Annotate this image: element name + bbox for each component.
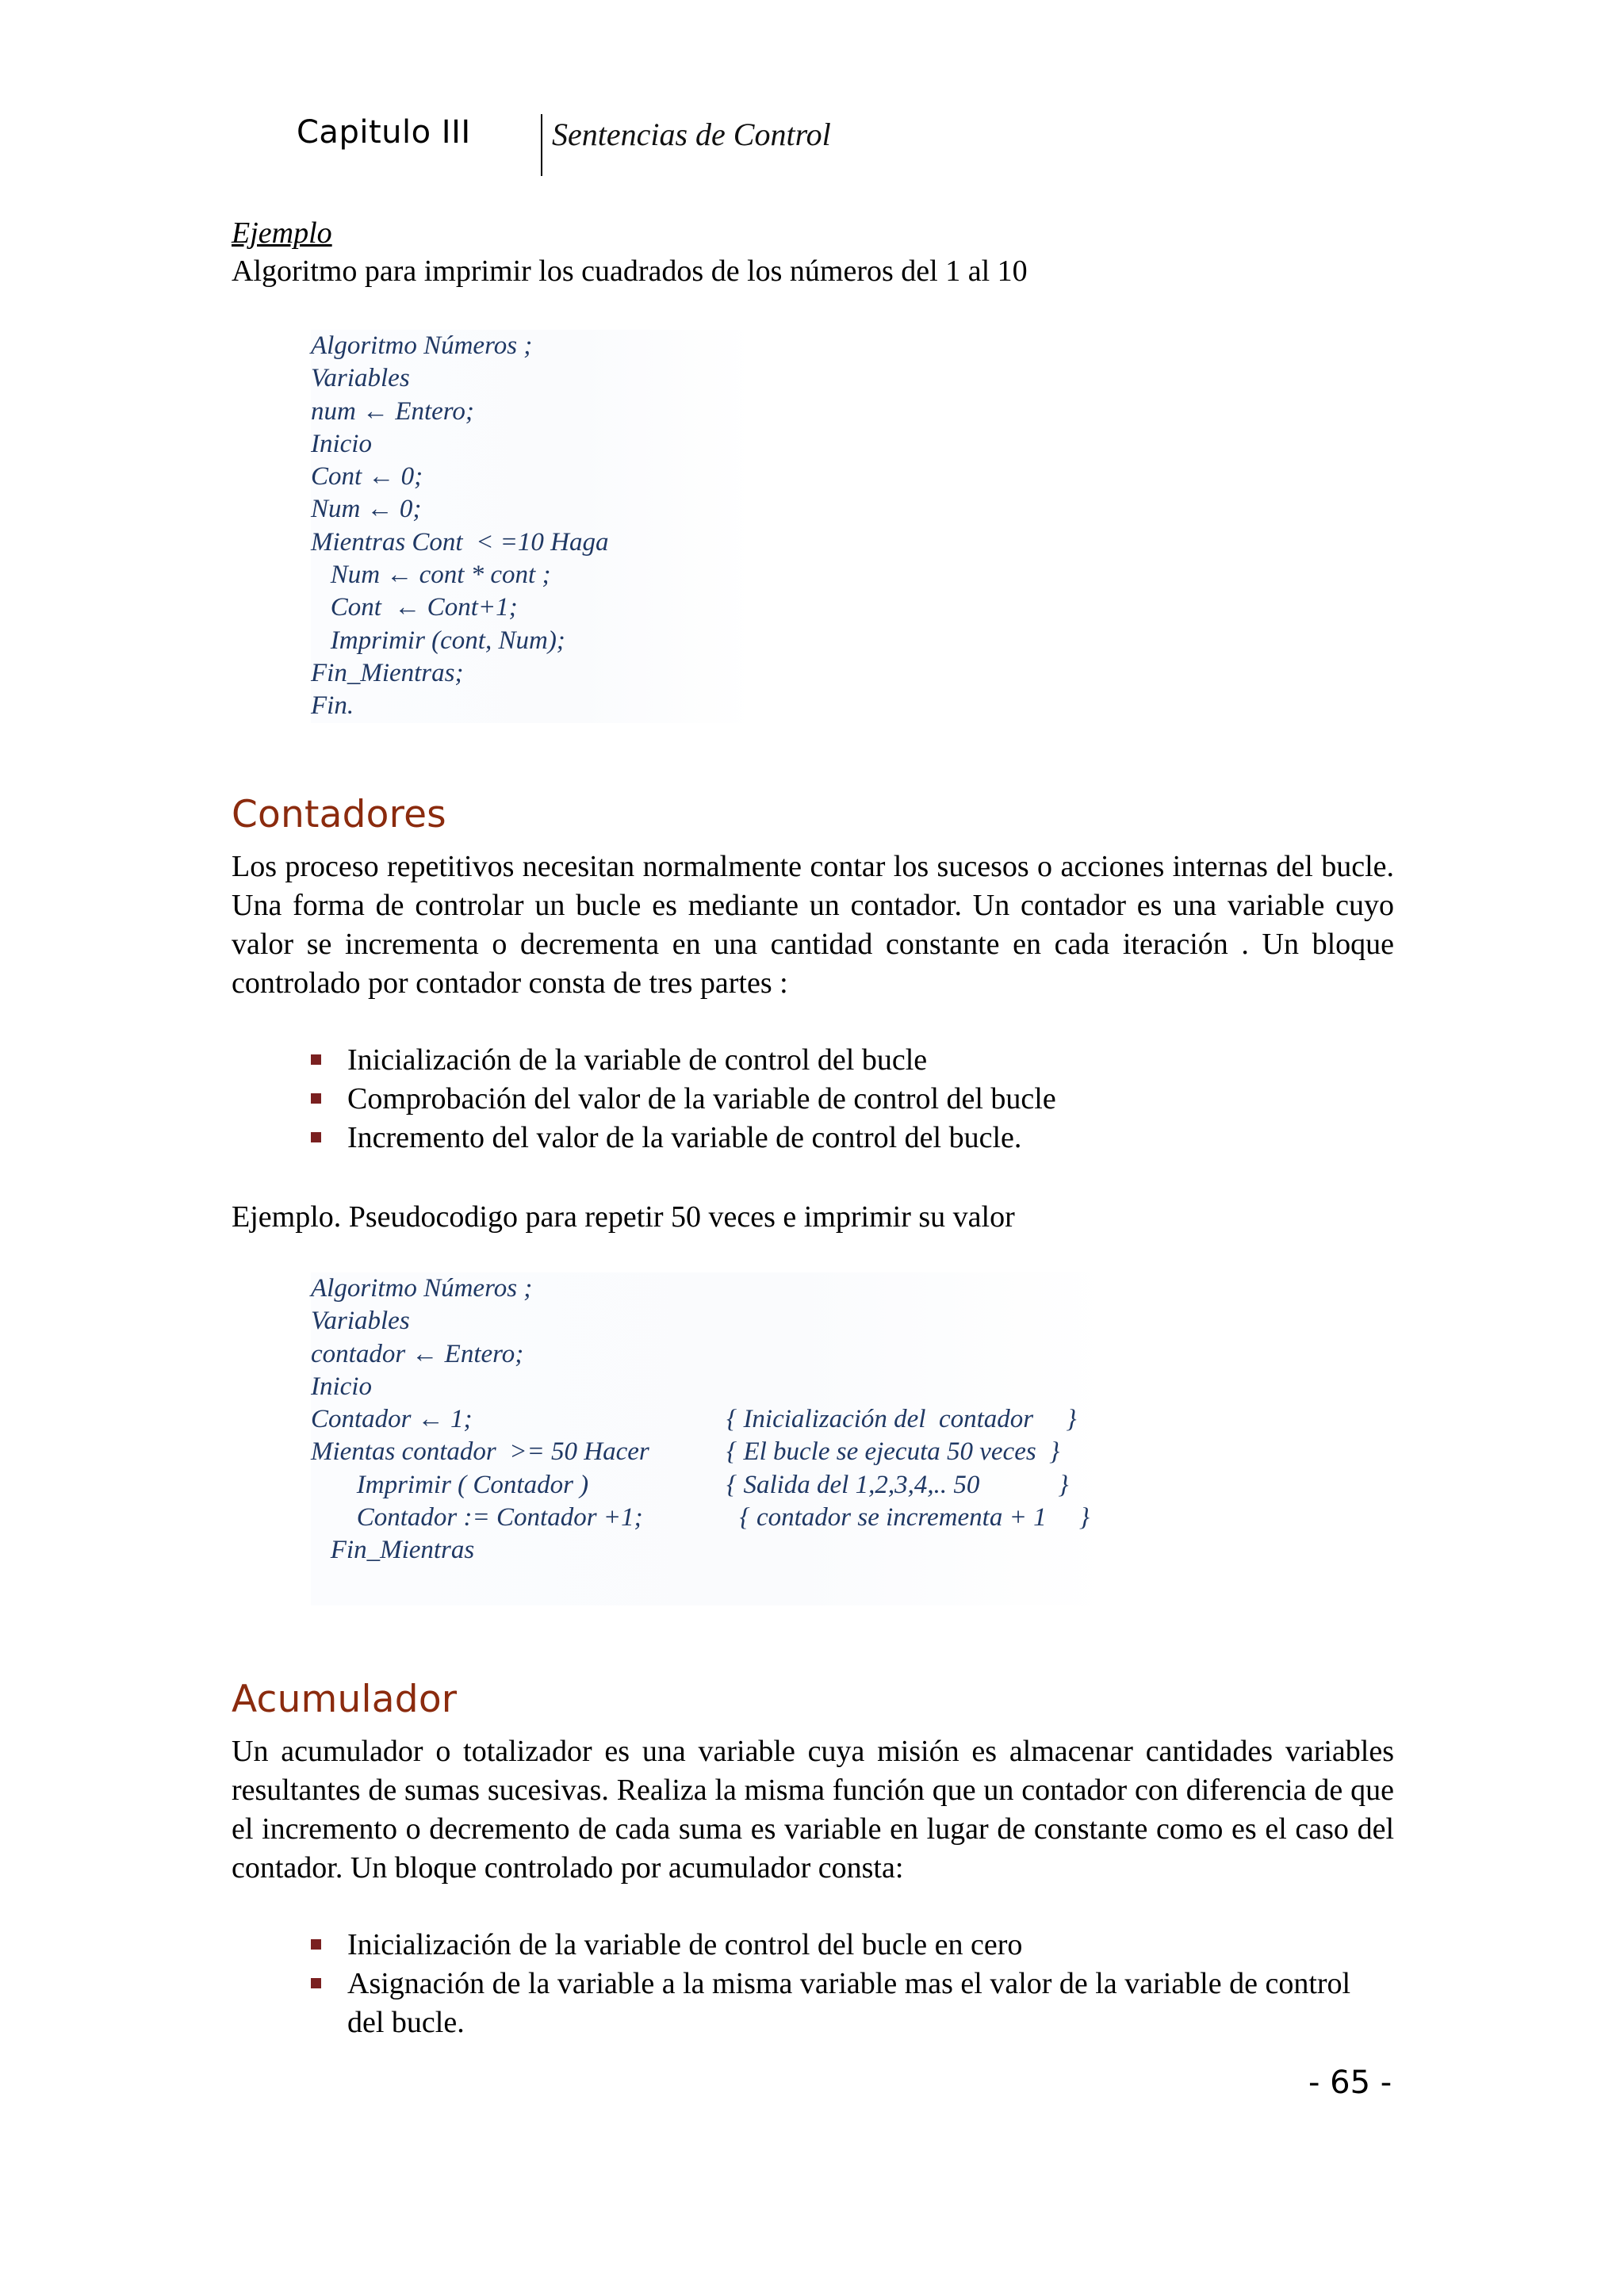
code-line: Mientras Cont < =10 Haga: [311, 527, 609, 557]
pseudocode-block-squares: [311, 330, 755, 723]
square-bullet-icon: [311, 1132, 321, 1142]
square-bullet-icon: [311, 1054, 321, 1065]
code-line: [311, 1305, 1112, 1337]
code-line: [311, 1469, 1112, 1502]
code-line: [311, 1403, 1112, 1436]
code-line: Num ← cont * cont ;: [311, 561, 551, 590]
code-statement: Variables: [311, 1307, 410, 1336]
code-line: Cont ← Cont+1;: [311, 593, 518, 622]
code-statement: Contador := Contador +1;: [311, 1503, 643, 1533]
code-line: [311, 1338, 1112, 1371]
contador-example-intro: Ejemplo. Pseudocodigo para repetir 50 veces e imprimir su valor: [232, 1200, 1015, 1234]
code-line: Fin.: [311, 691, 354, 721]
chapter-title: Capitulo III: [297, 114, 471, 151]
code-line: [311, 1502, 1112, 1534]
code-line: [311, 1272, 1112, 1305]
square-bullet-icon: [311, 1093, 321, 1104]
acumulador-bullet-list: [311, 1926, 1389, 2042]
code-line: Cont ← 0;: [311, 462, 423, 492]
heading-contadores: Contadores: [232, 793, 446, 836]
list-item-text: Inicialización de la variable de control del bucle en cero: [347, 1928, 1023, 1961]
example-heading: Ejemplo: [232, 216, 332, 250]
list-item-text: Incremento del valor de la variable de control del bucle.: [347, 1121, 1022, 1154]
code-line: Inicio: [311, 429, 372, 458]
example-intro: Algoritmo para imprimir los cuadrados de los números del 1 al 10: [232, 254, 1028, 288]
list-item: [311, 1119, 1389, 1158]
list-item: [311, 1926, 1389, 1965]
code-line: [311, 1371, 1112, 1403]
acumulador-paragraph: Un acumulador o totalizador es una variable cuya misión es almacenar cantidades variables resultantes de sumas sucesivas. Realiza la misma función que un contador con diferencia de que el incremento o decremento de cada suma es variable en lugar de constante como es el caso del contador. Un bloque controlado por acumulador consta:: [232, 1735, 1394, 1885]
header-divider: [541, 114, 542, 176]
code-comment: { Inicialización del contador }: [726, 1405, 1077, 1434]
list-item: [311, 1041, 1389, 1080]
code-line: Variables: [311, 364, 410, 393]
list-item-text: Comprobación del valor de la variable de control del bucle: [347, 1082, 1056, 1115]
contadores-bullet-list: [311, 1041, 1389, 1158]
code-comment: { Salida del 1,2,3,4,.. 50 }: [726, 1470, 1069, 1499]
heading-acumulador: Acumulador: [232, 1678, 458, 1721]
code-statement: Inicio: [311, 1372, 372, 1401]
code-statement: Algoritmo Números ;: [311, 1274, 533, 1303]
code-line: [311, 1534, 1112, 1567]
list-item: [311, 1080, 1389, 1119]
list-item: [311, 1965, 1389, 2042]
pseudocode-block-counter: [311, 1272, 1112, 1605]
code-line: [311, 1436, 1112, 1468]
code-statement: Mientas contador >= 50 Hacer: [311, 1437, 649, 1467]
code-line: Fin_Mientras;: [311, 658, 464, 687]
square-bullet-icon: [311, 1978, 321, 1988]
list-item-text: Inicialización de la variable de control del bucle: [347, 1043, 928, 1077]
code-statement: Fin_Mientras: [311, 1536, 475, 1565]
code-line: Algoritmo Números ;: [311, 331, 533, 360]
page-number: - 65 -: [1308, 2064, 1392, 2101]
square-bullet-icon: [311, 1939, 321, 1950]
code-statement: Contador ← 1;: [311, 1405, 473, 1434]
code-comment: { contador se incrementa + 1 }: [726, 1503, 1090, 1533]
code-line: Num ← 0;: [311, 495, 422, 524]
contadores-paragraph: Los proceso repetitivos necesitan normalmente contar los sucesos o acciones internas del bucle. Una forma de controlar un bucle es mediante un contador. Un contador es una variable cuyo valor se incrementa o decrementa en una cantidad constante en cada iteración . Un bloque controlado por contador consta de tres partes :: [232, 850, 1394, 1000]
code-statement: Imprimir ( Contador ): [311, 1470, 589, 1499]
code-comment: { El bucle se ejecuta 50 veces }: [726, 1437, 1060, 1467]
section-title: Sentencias de Control: [552, 117, 831, 152]
code-line: num ← Entero;: [311, 396, 474, 426]
code-statement: contador ← Entero;: [311, 1339, 524, 1368]
list-item-text: Asignación de la variable a la misma variable mas el valor de la variable de control del bucle.: [347, 1967, 1351, 2039]
code-line: Imprimir (cont, Num);: [311, 626, 565, 655]
